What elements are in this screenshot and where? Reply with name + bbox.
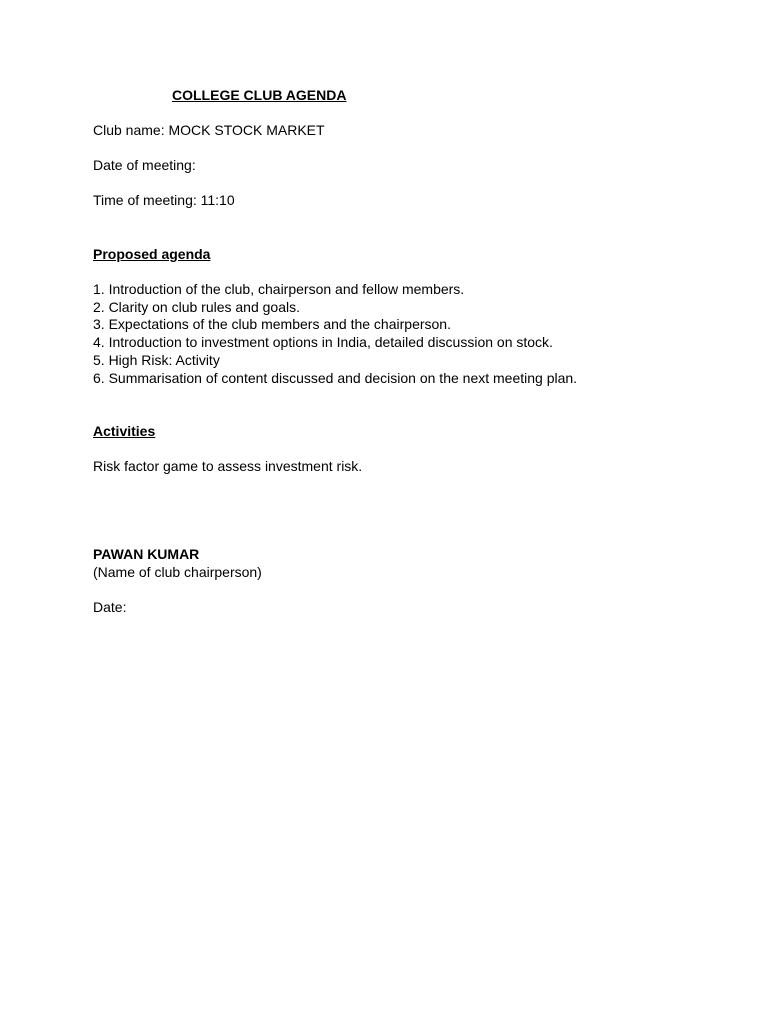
- document-title: COLLEGE CLUB AGENDA: [172, 87, 347, 103]
- agenda-item: 6. Summarisation of content discussed and decision on the next meeting plan.: [93, 369, 578, 386]
- chairperson-name: PAWAN KUMAR: [93, 546, 200, 562]
- agenda-item: 3. Expectations of the club members and the chairperson.: [93, 316, 451, 333]
- agenda-item: 2. Clarity on club rules and goals.: [93, 298, 300, 315]
- proposed-agenda-heading: Proposed agenda: [93, 246, 211, 262]
- chairperson-caption: (Name of club chairperson): [93, 564, 262, 580]
- agenda-item: 5. High Risk: Activity: [93, 351, 220, 368]
- date-of-meeting-field: Date of meeting:: [93, 157, 196, 173]
- activity-description: Risk factor game to assess investment risk.: [93, 458, 363, 474]
- club-name-field: Club name: MOCK STOCK MARKET: [93, 122, 325, 138]
- time-of-meeting-field: Time of meeting: 11:10: [93, 192, 235, 208]
- activities-heading: Activities: [93, 423, 156, 439]
- agenda-item: 1. Introduction of the club, chairperson and fellow members.: [93, 281, 465, 297]
- signature-date-field: Date:: [93, 599, 127, 615]
- agenda-list: [93, 281, 577, 387]
- agenda-item: 4. Introduction to investment options in India, detailed discussion on stock.: [93, 334, 553, 351]
